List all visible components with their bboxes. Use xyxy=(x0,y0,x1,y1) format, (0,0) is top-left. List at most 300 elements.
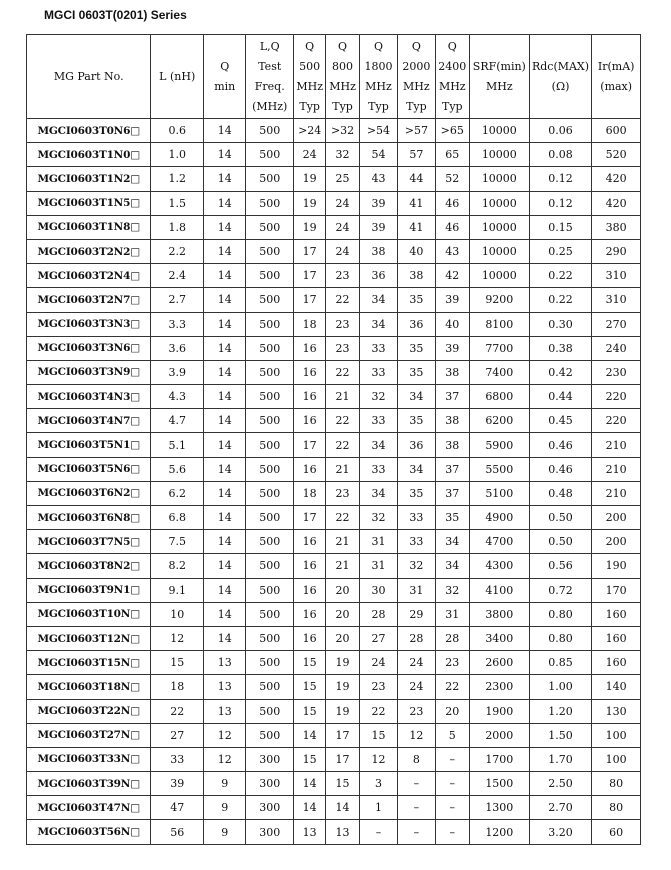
q-500-cell: 18 xyxy=(294,481,326,505)
q-2000-cell: 23 xyxy=(398,699,435,723)
ir-cell: 80 xyxy=(592,796,641,820)
q-500-cell: 16 xyxy=(294,336,326,360)
q-500-cell: 14 xyxy=(294,796,326,820)
inductance-cell: 7.5 xyxy=(151,530,204,554)
q-1800-cell: 34 xyxy=(359,481,397,505)
test-freq-cell: 300 xyxy=(246,772,294,796)
part-no-cell: MGCI0603T10N□ xyxy=(27,602,151,626)
test-freq-cell: 500 xyxy=(246,143,294,167)
q-1800-cell: 33 xyxy=(359,457,397,481)
q-1800-cell: 39 xyxy=(359,191,397,215)
q-500-cell: 19 xyxy=(294,215,326,239)
spec-table xyxy=(26,34,641,845)
header-line: (MHz) xyxy=(252,99,288,113)
ir-cell: 200 xyxy=(592,530,641,554)
table-row xyxy=(27,747,641,771)
table-row xyxy=(27,312,641,336)
q-2000-cell: 8 xyxy=(398,747,435,771)
inductance-cell: 12 xyxy=(151,626,204,650)
srf-cell: 1200 xyxy=(469,820,529,845)
table-row xyxy=(27,119,641,143)
q-1800-cell: 33 xyxy=(359,336,397,360)
header-line: MG Part No. xyxy=(53,69,124,83)
part-no-cell: MGCI0603T1N8□ xyxy=(27,215,151,239)
rdc-cell: 1.50 xyxy=(529,723,592,747)
q-800-cell: 21 xyxy=(326,530,359,554)
srf-cell: 10000 xyxy=(469,239,529,263)
srf-cell: 8100 xyxy=(469,312,529,336)
rdc-cell: 0.44 xyxy=(529,385,592,409)
q-800-cell: 21 xyxy=(326,457,359,481)
inductance-cell: 18 xyxy=(151,675,204,699)
ir-cell: 240 xyxy=(592,336,641,360)
q-2400-cell: 40 xyxy=(435,312,469,336)
q-800-cell: 19 xyxy=(326,675,359,699)
q-2000-cell: 35 xyxy=(398,288,435,312)
rdc-cell: 0.30 xyxy=(529,312,592,336)
q-1800-cell: >54 xyxy=(359,119,397,143)
q-1800-cell: 34 xyxy=(359,433,397,457)
q-800-cell: 21 xyxy=(326,554,359,578)
rdc-cell: 0.25 xyxy=(529,239,592,263)
inductance-cell: 3.3 xyxy=(151,312,204,336)
ir-cell: 210 xyxy=(592,481,641,505)
ir-cell: 420 xyxy=(592,167,641,191)
q-2000-cell: 41 xyxy=(398,215,435,239)
q-2400-cell: 31 xyxy=(435,602,469,626)
q-800-cell: 15 xyxy=(326,772,359,796)
test-freq-cell: 500 xyxy=(246,264,294,288)
srf-cell: 5900 xyxy=(469,433,529,457)
part-no-cell: MGCI0603T1N5□ xyxy=(27,191,151,215)
part-no-cell: MGCI0603T8N2□ xyxy=(27,554,151,578)
header-line: MHz xyxy=(365,79,392,93)
table-row xyxy=(27,578,641,602)
rdc-cell: 1.70 xyxy=(529,747,592,771)
header-line: 2000 xyxy=(402,59,431,73)
table-row xyxy=(27,167,641,191)
inductance-cell: 8.2 xyxy=(151,554,204,578)
rdc-cell: 0.56 xyxy=(529,554,592,578)
test-freq-cell: 500 xyxy=(246,312,294,336)
ir-cell: 210 xyxy=(592,457,641,481)
test-freq-cell: 500 xyxy=(246,191,294,215)
header-line: 1800 xyxy=(364,59,393,73)
page-title: MGCI 0603T(0201) Series xyxy=(44,8,187,22)
test-freq-cell: 300 xyxy=(246,747,294,771)
rdc-cell: 1.00 xyxy=(529,675,592,699)
q-500-cell: 15 xyxy=(294,747,326,771)
header-line: min xyxy=(214,79,236,93)
q-1800-cell: 31 xyxy=(359,530,397,554)
q-500-cell: 16 xyxy=(294,578,326,602)
q-1800-cell: 32 xyxy=(359,506,397,530)
srf-cell: 7400 xyxy=(469,360,529,384)
inductance-cell: 1.5 xyxy=(151,191,204,215)
q-500-cell: 13 xyxy=(294,820,326,845)
q-2400-cell: 37 xyxy=(435,481,469,505)
inductance-cell: 5.6 xyxy=(151,457,204,481)
q-1800-cell: 22 xyxy=(359,699,397,723)
q-min-cell: 14 xyxy=(204,554,246,578)
srf-cell: 4300 xyxy=(469,554,529,578)
q-1800-cell: 3 xyxy=(359,772,397,796)
inductance-cell: 4.3 xyxy=(151,385,204,409)
q-800-cell: 23 xyxy=(326,264,359,288)
q-1800-cell: 39 xyxy=(359,215,397,239)
q-2000-cell: 24 xyxy=(398,651,435,675)
ir-cell: 220 xyxy=(592,409,641,433)
header-line: Q xyxy=(220,59,230,73)
q-500-cell: 15 xyxy=(294,699,326,723)
test-freq-cell: 500 xyxy=(246,723,294,747)
q-500-cell: 16 xyxy=(294,385,326,409)
q-2400-cell: 46 xyxy=(435,215,469,239)
q-800-cell: 20 xyxy=(326,626,359,650)
q-500-cell: 16 xyxy=(294,554,326,578)
test-freq-cell: 500 xyxy=(246,433,294,457)
q-min-cell: 14 xyxy=(204,312,246,336)
header-q-2000 xyxy=(398,35,435,119)
q-2000-cell: 31 xyxy=(398,578,435,602)
q-1800-cell: 32 xyxy=(359,385,397,409)
table-row xyxy=(27,820,641,845)
header-line: 2400 xyxy=(438,59,467,73)
test-freq-cell: 500 xyxy=(246,602,294,626)
part-no-cell: MGCI0603T3N3□ xyxy=(27,312,151,336)
test-freq-cell: 500 xyxy=(246,554,294,578)
q-2000-cell: 28 xyxy=(398,626,435,650)
srf-cell: 10000 xyxy=(469,143,529,167)
table-body xyxy=(27,119,641,845)
header-q-2400 xyxy=(435,35,469,119)
ir-cell: 100 xyxy=(592,723,641,747)
q-1800-cell: 31 xyxy=(359,554,397,578)
rdc-cell: 0.38 xyxy=(529,336,592,360)
q-2400-cell: 38 xyxy=(435,409,469,433)
header-line: Q xyxy=(338,39,348,53)
srf-cell: 6200 xyxy=(469,409,529,433)
q-2000-cell: 36 xyxy=(398,312,435,336)
q-min-cell: 14 xyxy=(204,481,246,505)
q-800-cell: 20 xyxy=(326,602,359,626)
inductance-cell: 47 xyxy=(151,796,204,820)
q-2000-cell: 41 xyxy=(398,191,435,215)
test-freq-cell: 500 xyxy=(246,530,294,554)
q-2000-cell: 35 xyxy=(398,409,435,433)
q-2400-cell: 39 xyxy=(435,288,469,312)
rdc-cell: 0.12 xyxy=(529,191,592,215)
header-test-freq xyxy=(246,35,294,119)
rdc-cell: 1.20 xyxy=(529,699,592,723)
header-line: MHz xyxy=(329,79,356,93)
header-line: Freq. xyxy=(254,79,285,93)
header-line: Typ xyxy=(441,99,463,113)
srf-cell: 4700 xyxy=(469,530,529,554)
header-q-min xyxy=(204,35,246,119)
test-freq-cell: 500 xyxy=(246,119,294,143)
q-min-cell: 12 xyxy=(204,747,246,771)
table-row xyxy=(27,191,641,215)
part-no-cell: MGCI0603T2N2□ xyxy=(27,239,151,263)
rdc-cell: 0.80 xyxy=(529,626,592,650)
q-2000-cell: 32 xyxy=(398,554,435,578)
ir-cell: 600 xyxy=(592,119,641,143)
q-2400-cell: 35 xyxy=(435,506,469,530)
q-500-cell: 24 xyxy=(294,143,326,167)
srf-cell: 4900 xyxy=(469,506,529,530)
header-q-800 xyxy=(326,35,359,119)
q-500-cell: 17 xyxy=(294,288,326,312)
q-2000-cell: 12 xyxy=(398,723,435,747)
q-500-cell: 17 xyxy=(294,239,326,263)
q-800-cell: 22 xyxy=(326,360,359,384)
ir-cell: 200 xyxy=(592,506,641,530)
q-500-cell: 16 xyxy=(294,360,326,384)
rdc-cell: 0.80 xyxy=(529,602,592,626)
ir-cell: 160 xyxy=(592,626,641,650)
ir-cell: 190 xyxy=(592,554,641,578)
q-1800-cell: 38 xyxy=(359,239,397,263)
part-no-cell: MGCI0603T2N4□ xyxy=(27,264,151,288)
q-min-cell: 14 xyxy=(204,191,246,215)
table-row xyxy=(27,626,641,650)
part-no-cell: MGCI0603T33N□ xyxy=(27,747,151,771)
q-min-cell: 14 xyxy=(204,433,246,457)
table-row xyxy=(27,699,641,723)
srf-cell: 1900 xyxy=(469,699,529,723)
rdc-cell: 0.50 xyxy=(529,530,592,554)
part-no-cell: MGCI0603T6N2□ xyxy=(27,481,151,505)
rdc-cell: 0.46 xyxy=(529,457,592,481)
q-800-cell: 22 xyxy=(326,433,359,457)
q-800-cell: 23 xyxy=(326,481,359,505)
q-2000-cell: 33 xyxy=(398,506,435,530)
q-2000-cell: – xyxy=(398,772,435,796)
ir-cell: 160 xyxy=(592,651,641,675)
q-800-cell: 22 xyxy=(326,409,359,433)
q-min-cell: 13 xyxy=(204,675,246,699)
header-line: L,Q xyxy=(259,39,280,53)
part-no-cell: MGCI0603T27N□ xyxy=(27,723,151,747)
part-no-cell: MGCI0603T1N2□ xyxy=(27,167,151,191)
q-800-cell: 32 xyxy=(326,143,359,167)
q-min-cell: 14 xyxy=(204,602,246,626)
header-ir xyxy=(592,35,641,119)
header-line: Q xyxy=(373,39,383,53)
test-freq-cell: 500 xyxy=(246,360,294,384)
q-min-cell: 14 xyxy=(204,457,246,481)
q-1800-cell: 34 xyxy=(359,288,397,312)
q-min-cell: 9 xyxy=(204,772,246,796)
header-line: (max) xyxy=(600,79,633,93)
table-row xyxy=(27,360,641,384)
test-freq-cell: 500 xyxy=(246,699,294,723)
header-line: MHz xyxy=(485,79,513,93)
srf-cell: 1700 xyxy=(469,747,529,771)
q-800-cell: 24 xyxy=(326,239,359,263)
srf-cell: 2300 xyxy=(469,675,529,699)
q-2400-cell: – xyxy=(435,772,469,796)
srf-cell: 10000 xyxy=(469,167,529,191)
q-2000-cell: – xyxy=(398,820,435,845)
q-500-cell: 16 xyxy=(294,409,326,433)
inductance-cell: 9.1 xyxy=(151,578,204,602)
q-800-cell: 17 xyxy=(326,747,359,771)
header-line: Rdc(MAX) xyxy=(531,59,590,73)
inductance-cell: 2.7 xyxy=(151,288,204,312)
part-no-cell: MGCI0603T3N9□ xyxy=(27,360,151,384)
q-2400-cell: 28 xyxy=(435,626,469,650)
rdc-cell: 0.12 xyxy=(529,167,592,191)
q-2400-cell: 23 xyxy=(435,651,469,675)
ir-cell: 520 xyxy=(592,143,641,167)
q-2000-cell: 44 xyxy=(398,167,435,191)
header-line: Typ xyxy=(368,99,389,113)
ir-cell: 380 xyxy=(592,215,641,239)
rdc-cell: 0.15 xyxy=(529,215,592,239)
srf-cell: 2000 xyxy=(469,723,529,747)
q-500-cell: 17 xyxy=(294,433,326,457)
table-row xyxy=(27,602,641,626)
q-800-cell: 24 xyxy=(326,191,359,215)
q-min-cell: 14 xyxy=(204,336,246,360)
q-2400-cell: 43 xyxy=(435,239,469,263)
q-2000-cell: 57 xyxy=(398,143,435,167)
q-800-cell: 22 xyxy=(326,506,359,530)
q-min-cell: 14 xyxy=(204,530,246,554)
q-min-cell: 14 xyxy=(204,385,246,409)
test-freq-cell: 500 xyxy=(246,626,294,650)
q-min-cell: 12 xyxy=(204,723,246,747)
rdc-cell: 0.46 xyxy=(529,433,592,457)
q-2400-cell: – xyxy=(435,796,469,820)
q-2400-cell: 22 xyxy=(435,675,469,699)
table-row xyxy=(27,772,641,796)
q-2400-cell: 32 xyxy=(435,578,469,602)
q-1800-cell: 54 xyxy=(359,143,397,167)
srf-cell: 10000 xyxy=(469,264,529,288)
test-freq-cell: 300 xyxy=(246,820,294,845)
q-min-cell: 14 xyxy=(204,360,246,384)
header-inductance xyxy=(151,35,204,119)
table-row xyxy=(27,288,641,312)
table-row xyxy=(27,143,641,167)
inductance-cell: 0.6 xyxy=(151,119,204,143)
q-min-cell: 14 xyxy=(204,578,246,602)
q-500-cell: 17 xyxy=(294,264,326,288)
inductance-cell: 15 xyxy=(151,651,204,675)
rdc-cell: 2.50 xyxy=(529,772,592,796)
q-1800-cell: 15 xyxy=(359,723,397,747)
q-800-cell: 25 xyxy=(326,167,359,191)
header-line: Q xyxy=(411,39,421,53)
q-2400-cell: 38 xyxy=(435,360,469,384)
q-min-cell: 14 xyxy=(204,264,246,288)
table-row xyxy=(27,457,641,481)
ir-cell: 270 xyxy=(592,312,641,336)
q-1800-cell: 33 xyxy=(359,409,397,433)
q-min-cell: 14 xyxy=(204,143,246,167)
q-2000-cell: 34 xyxy=(398,457,435,481)
q-min-cell: 9 xyxy=(204,796,246,820)
q-1800-cell: 27 xyxy=(359,626,397,650)
q-2400-cell: 52 xyxy=(435,167,469,191)
q-800-cell: 22 xyxy=(326,288,359,312)
q-min-cell: 14 xyxy=(204,119,246,143)
srf-cell: 1300 xyxy=(469,796,529,820)
inductance-cell: 2.4 xyxy=(151,264,204,288)
part-no-cell: MGCI0603T5N6□ xyxy=(27,457,151,481)
q-800-cell: >32 xyxy=(326,119,359,143)
q-min-cell: 14 xyxy=(204,215,246,239)
q-500-cell: >24 xyxy=(294,119,326,143)
q-min-cell: 14 xyxy=(204,239,246,263)
q-500-cell: 19 xyxy=(294,191,326,215)
q-800-cell: 24 xyxy=(326,215,359,239)
srf-cell: 4100 xyxy=(469,578,529,602)
part-no-cell: MGCI0603T39N□ xyxy=(27,772,151,796)
header-rdc xyxy=(529,35,592,119)
header-part-no xyxy=(27,35,151,119)
header-line: MHz xyxy=(296,79,323,93)
q-2400-cell: – xyxy=(435,747,469,771)
table-row xyxy=(27,336,641,360)
q-2400-cell: >65 xyxy=(435,119,469,143)
part-no-cell: MGCI0603T12N□ xyxy=(27,626,151,650)
ir-cell: 130 xyxy=(592,699,641,723)
srf-cell: 5500 xyxy=(469,457,529,481)
header-line: SRF(min) xyxy=(472,59,526,73)
header-line: 800 xyxy=(332,59,354,73)
test-freq-cell: 300 xyxy=(246,796,294,820)
q-500-cell: 18 xyxy=(294,312,326,336)
srf-cell: 3800 xyxy=(469,602,529,626)
inductance-cell: 33 xyxy=(151,747,204,771)
q-500-cell: 19 xyxy=(294,167,326,191)
part-no-cell: MGCI0603T3N6□ xyxy=(27,336,151,360)
q-1800-cell: 33 xyxy=(359,360,397,384)
q-2000-cell: 38 xyxy=(398,264,435,288)
srf-cell: 7700 xyxy=(469,336,529,360)
table-row xyxy=(27,651,641,675)
part-no-cell: MGCI0603T7N5□ xyxy=(27,530,151,554)
test-freq-cell: 500 xyxy=(246,409,294,433)
header-line: Q xyxy=(305,39,315,53)
q-1800-cell: 43 xyxy=(359,167,397,191)
test-freq-cell: 500 xyxy=(246,651,294,675)
rdc-cell: 2.70 xyxy=(529,796,592,820)
table-row xyxy=(27,796,641,820)
q-1800-cell: 12 xyxy=(359,747,397,771)
ir-cell: 160 xyxy=(592,602,641,626)
part-no-cell: MGCI0603T4N3□ xyxy=(27,385,151,409)
ir-cell: 100 xyxy=(592,747,641,771)
part-no-cell: MGCI0603T4N7□ xyxy=(27,409,151,433)
q-2400-cell: 20 xyxy=(435,699,469,723)
q-500-cell: 16 xyxy=(294,626,326,650)
test-freq-cell: 500 xyxy=(246,481,294,505)
q-2400-cell: 34 xyxy=(435,554,469,578)
header-line: Q xyxy=(447,39,457,53)
q-2400-cell: 65 xyxy=(435,143,469,167)
part-no-cell: MGCI0603T1N0□ xyxy=(27,143,151,167)
table-row xyxy=(27,264,641,288)
q-2000-cell: 24 xyxy=(398,675,435,699)
table-row xyxy=(27,215,641,239)
q-2400-cell: 37 xyxy=(435,457,469,481)
rdc-cell: 0.42 xyxy=(529,360,592,384)
